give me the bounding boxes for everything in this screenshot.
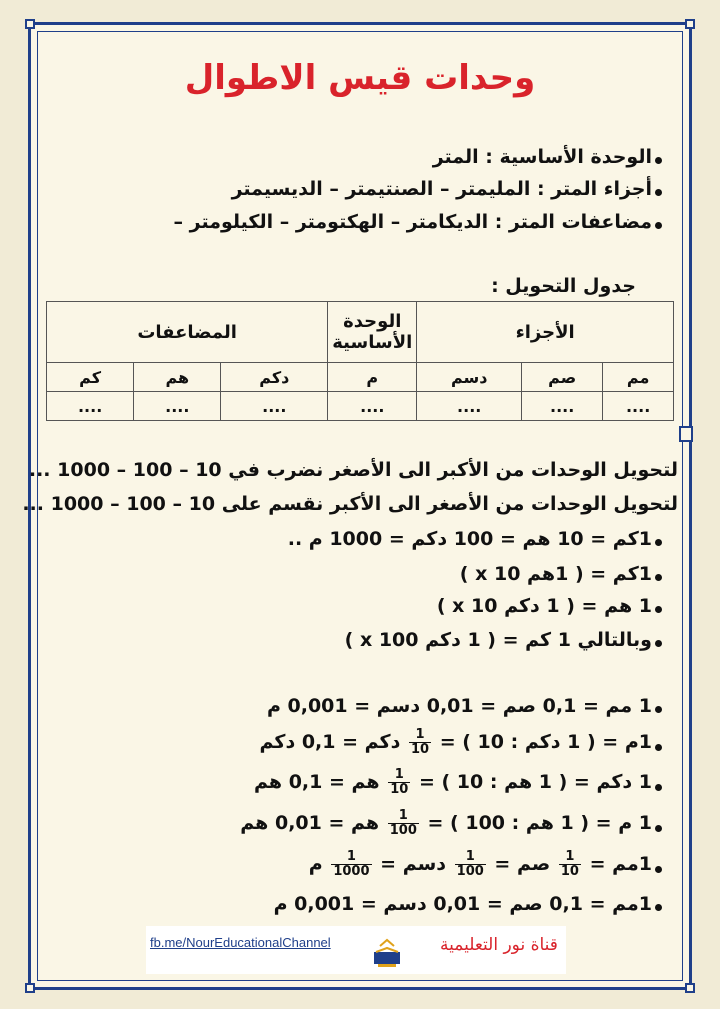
multiples-line: مضاعفات المتر : الديكامتر – الهكتومتر – الكيلومتر – — [173, 211, 652, 233]
table-cell: .... — [417, 392, 522, 421]
conversion-line: 1مم = 0,1 صم = 0,01 دسم = 0,001 م — [273, 893, 652, 915]
table-cell: .... — [221, 392, 328, 421]
header-parts: الأجزاء — [417, 302, 674, 363]
frame-corner — [25, 19, 35, 29]
fraction-numerator: 1 — [388, 809, 419, 824]
rule-smaller-to-bigger: لتحويل الوحدات من الأصغر الى الأكبر نقسم على 10 – 100 – 1000 ... — [22, 493, 678, 515]
bullet — [655, 744, 662, 751]
table-cell: دكم — [221, 363, 328, 392]
conversion-part: 1 دكم = ( 1 هم : 10 ) = — [418, 771, 652, 793]
fraction — [388, 768, 410, 797]
fraction-numerator: 1 — [455, 850, 486, 865]
bullet — [655, 157, 662, 164]
table-row-values — [47, 392, 674, 421]
facebook-link[interactable]: fb.me/NourEducationalChannel — [150, 935, 331, 950]
fraction-numerator: 1 — [559, 850, 581, 865]
conversion-line — [254, 768, 652, 797]
bullet — [655, 784, 662, 791]
conversion-part: 1 م = ( 1 هم : 100 ) = — [427, 812, 652, 834]
fraction — [559, 850, 581, 879]
bullet — [655, 606, 662, 613]
frame-corner — [685, 19, 695, 29]
frame-corner — [25, 983, 35, 993]
table-cell: كم — [47, 363, 134, 392]
fraction-denominator: 1000 — [333, 864, 370, 879]
fraction-numerator: 1 — [331, 850, 371, 865]
header-base: الوحدة الأساسية — [328, 302, 417, 363]
fraction — [388, 809, 419, 838]
fraction-denominator: 10 — [390, 782, 409, 797]
fraction-denominator: 100 — [456, 864, 484, 879]
bullet — [655, 825, 662, 832]
rule-bigger-to-smaller: لتحويل الوحدات من الأكبر الى الأصغر نضرب في 10 – 100 – 1000 ... — [28, 459, 678, 481]
bullet — [655, 640, 662, 647]
header-multiples: المضاعفات — [47, 302, 328, 363]
bullet — [655, 189, 662, 196]
bullet — [655, 706, 662, 713]
equality-line: 1كم = ( 1هم x 10 ) — [459, 563, 652, 585]
table-caption: جدول التحويل : — [491, 275, 636, 297]
table-cell: .... — [603, 392, 674, 421]
frame-corner — [685, 983, 695, 993]
conversion-part: هم = 0,01 هم — [240, 812, 380, 834]
conversion-part: 1مم = — [589, 853, 652, 875]
table-cell: هم — [134, 363, 221, 392]
fraction-numerator: 1 — [388, 768, 410, 783]
equality-line: وبالتالي 1 كم = ( 1 دكم x 100 ) — [344, 629, 652, 651]
table-row-units — [47, 363, 674, 392]
table-header-row — [47, 302, 674, 363]
conversion-part: دسم = — [380, 853, 447, 875]
bullet — [655, 904, 662, 911]
conversion-part: صم = — [494, 853, 551, 875]
table-cell: .... — [134, 392, 221, 421]
table-cell: .... — [47, 392, 134, 421]
equality-line: 1 هم = ( 1 دكم x 10 ) — [436, 595, 652, 617]
fraction — [331, 850, 371, 879]
equality-line: 1كم = 10 هم = 100 دكم = 1000 م .. — [287, 528, 652, 550]
channel-name: قناة نور التعليمية — [440, 935, 558, 955]
fraction-denominator: 10 — [410, 742, 430, 757]
parts-line: أجزاء المتر : المليمتر – الصنتيمتر – الديسيمتر — [231, 178, 652, 200]
conversion-line — [260, 728, 653, 757]
table-cell: مم — [603, 363, 674, 392]
conversion-table — [46, 301, 674, 421]
conversion-line — [240, 809, 652, 838]
table-cell: .... — [328, 392, 417, 421]
conversion-part: م — [308, 853, 323, 875]
fraction — [409, 728, 431, 757]
base-unit-line: الوحدة الأساسية : المتر — [432, 146, 652, 168]
bullet — [655, 574, 662, 581]
table-cell: صم — [522, 363, 603, 392]
table-cell: .... — [522, 392, 603, 421]
bullet — [655, 222, 662, 229]
bullet — [655, 539, 662, 546]
fraction-numerator: 1 — [409, 728, 431, 743]
conversion-part: 1م = ( 1 دكم : 10 ) = — [439, 731, 652, 753]
resize-handle[interactable] — [679, 426, 693, 442]
fraction — [455, 850, 486, 879]
table-cell: م — [328, 363, 417, 392]
conversion-part: دكم = 0,1 دكم — [259, 731, 401, 753]
fraction-denominator: 10 — [560, 864, 579, 879]
conversion-part: هم = 0,1 هم — [254, 771, 380, 793]
book-logo-icon — [372, 936, 402, 968]
page-title: وحدات قيس الاطوال — [184, 58, 536, 98]
conversion-line — [309, 850, 652, 879]
fraction-denominator: 100 — [389, 823, 417, 838]
conversion-line: 1 مم = 0,1 صم = 0,01 دسم = 0,001 م — [266, 695, 652, 717]
table-cell: دسم — [417, 363, 522, 392]
bullet — [655, 866, 662, 873]
